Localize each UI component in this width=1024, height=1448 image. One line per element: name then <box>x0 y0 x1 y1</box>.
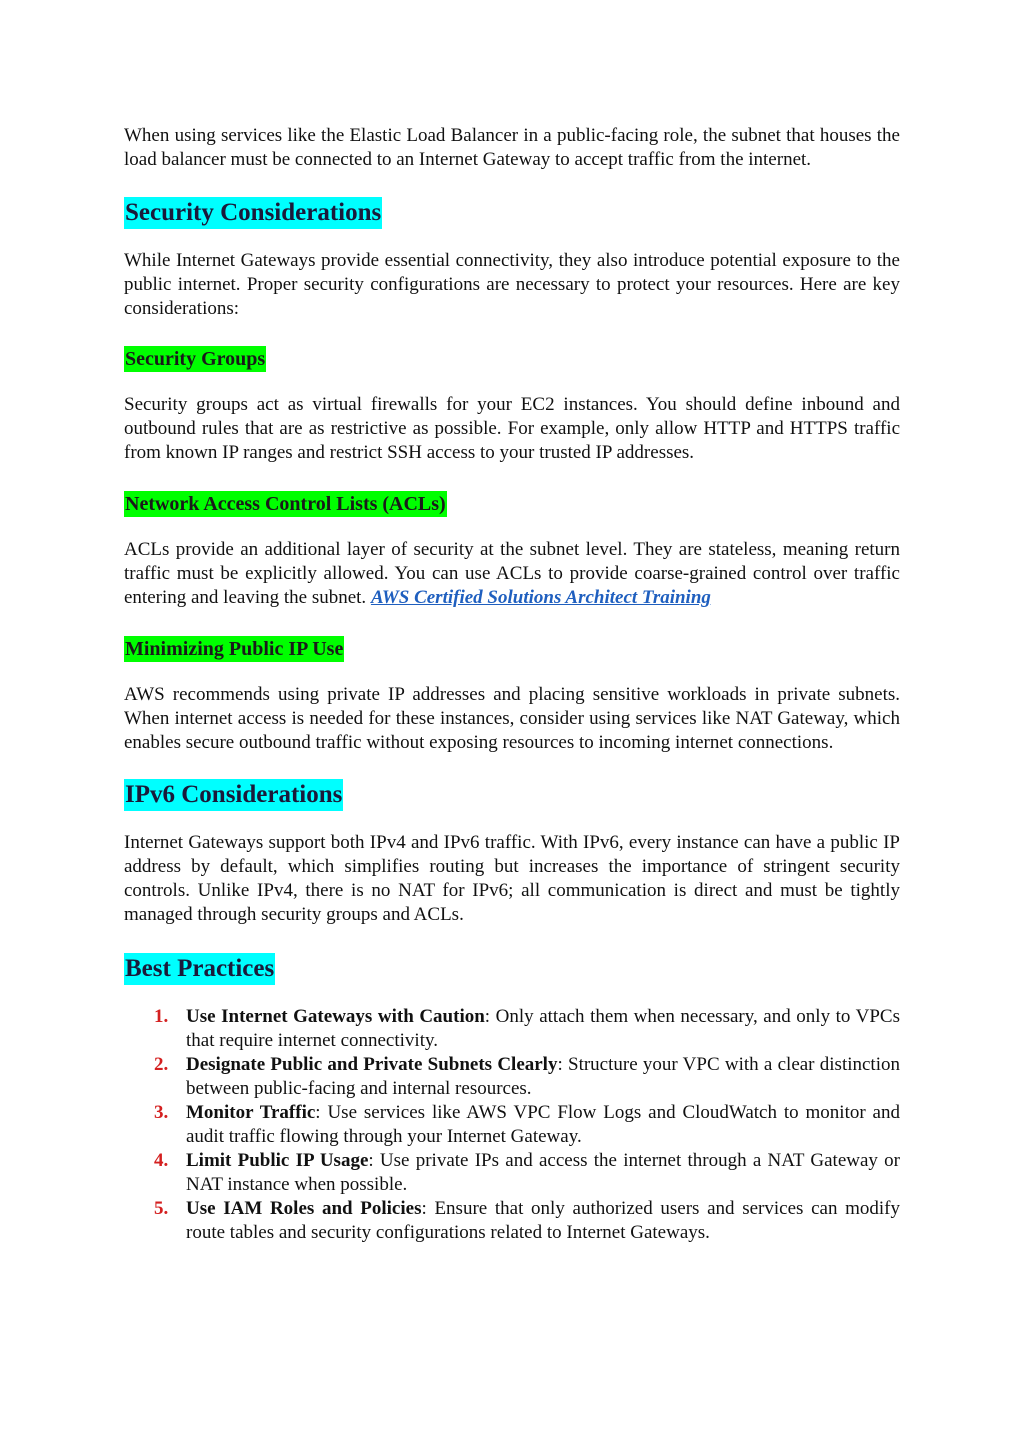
list-item <box>124 1005 900 1053</box>
list-item-text: : Only attach them when necessary, and only to VPCs that require internet connectivity. <box>186 1006 900 1051</box>
acls-heading-wrap <box>124 491 900 517</box>
list-item <box>124 1101 900 1149</box>
ipv6-considerations-heading: IPv6 Considerations <box>124 779 343 811</box>
list-item-term: Monitor Traffic <box>186 1102 316 1123</box>
public-ip-heading-wrap <box>124 636 900 662</box>
acls-paragraph <box>124 538 900 610</box>
acls-heading: Network Access Control Lists (ACLs) <box>125 493 446 515</box>
list-item-term: Use IAM Roles and Policies <box>186 1198 422 1219</box>
list-item-number: 2. <box>154 1054 169 1075</box>
list-item-term: Designate Public and Private Subnets Clearly <box>186 1054 558 1075</box>
ipv6-paragraph: Internet Gateways support both IPv4 and IPv6 traffic. With IPv6, every instance can have a public IP address by default, which simplifies routing but increases the importance of stringent security controls. Unlike IPv4, there is no NAT for IPv6; all communication is direct and must be tightly managed through security groups and ACLs. <box>124 832 900 925</box>
security-groups-heading-wrap <box>124 346 900 372</box>
aws-training-link[interactable]: AWS Certified Solutions Architect Training <box>370 587 711 608</box>
best-practices-list <box>124 1005 900 1245</box>
list-item <box>124 1149 900 1197</box>
best-practices-heading-wrap <box>124 953 900 985</box>
security-paragraph: While Internet Gateways provide essential connectivity, they also introduce potential exposure to the public internet. Proper security configurations are necessary to protect your resources. Here are key considerations: <box>124 250 900 319</box>
list-item <box>124 1053 900 1101</box>
acls-paragraph-text: ACLs provide an additional layer of security at the subnet level. They are stateless, meaning return traffic must be explicitly allowed. You can use ACLs to provide coarse-grained control over traffic entering and leaving the subnet. <box>124 539 900 608</box>
list-item-number: 3. <box>154 1102 169 1123</box>
document-page <box>124 124 900 1245</box>
intro-paragraph: When using services like the Elastic Load Balancer in a public-facing role, the subnet that houses the load balancer must be connected to an Internet Gateway to accept traffic from the internet. <box>124 125 900 170</box>
list-item-number: 5. <box>154 1198 169 1219</box>
security-groups-paragraph: Security groups act as virtual firewalls for your EC2 instances. You should define inbound and outbound rules that are as restrictive as possible. For example, only allow HTTP and HTTPS traffic from known IP ranges and restrict SSH access to your trusted IP addresses. <box>124 394 900 463</box>
list-item-text: : Structure your VPC with a clear distinction between public-facing and internal resources. <box>186 1054 900 1099</box>
security-heading-wrap <box>124 197 900 229</box>
public-ip-paragraph: AWS recommends using private IP addresses and placing sensitive workloads in private subnets. When internet access is needed for these instances, consider using services like NAT Gateway, which enables secure outbound traffic without exposing resources to incoming internet connections. <box>124 684 900 753</box>
list-item-text: : Use private IPs and access the internet through a NAT Gateway or NAT instance when possible. <box>186 1150 900 1195</box>
security-groups-heading: Security Groups <box>125 348 266 370</box>
list-item-number: 1. <box>154 1006 169 1027</box>
list-item-term: Use Internet Gateways with Caution <box>186 1006 485 1027</box>
list-item <box>124 1197 900 1245</box>
best-practices-heading: Best Practices <box>124 953 275 985</box>
ipv6-heading-wrap <box>124 779 900 811</box>
list-item-text: : Ensure that only authorized users and services can modify route tables and security configurations related to Internet Gateways. <box>186 1198 901 1243</box>
security-considerations-heading: Security Considerations <box>124 197 382 229</box>
list-item-text: : Use services like AWS VPC Flow Logs and CloudWatch to monitor and audit traffic flowing through your Internet Gateway. <box>186 1102 900 1147</box>
list-item-number: 4. <box>154 1150 169 1171</box>
minimizing-public-ip-heading: Minimizing Public IP Use <box>125 638 344 660</box>
list-item-term: Limit Public IP Usage <box>186 1150 369 1171</box>
